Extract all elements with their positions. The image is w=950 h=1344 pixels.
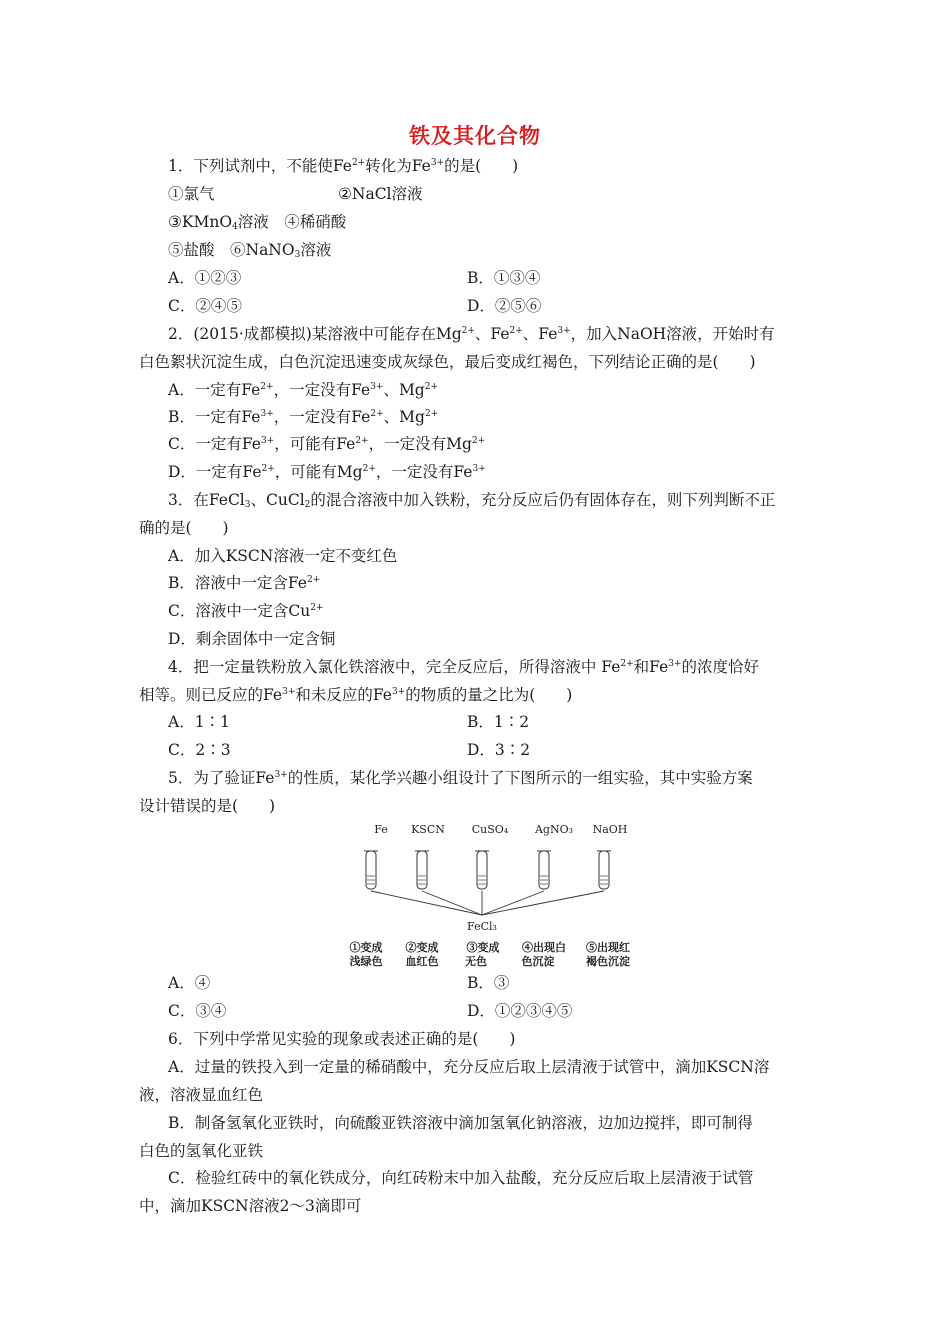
test-tube-2 [411,823,445,889]
result-1-bottom: 浅绿色 [349,955,383,968]
result-5-bottom: 褐色沉淀 [586,955,630,968]
reagent-label-fe: Fe [374,823,388,836]
q2-option-a: A．一定有$Fe^{2+}$，一定没有$Fe^{3+}$、$Mg^{2+}$ [168,381,439,399]
q5-option-b: B．③ [467,974,510,992]
q4-stem-line2: 相等。则已反应的$Fe^{3+}$和未反应的$Fe^{3+}$的物质的量之比为( ) [139,686,573,704]
result-4-bottom: 色沉淀 [521,955,555,968]
result-2-top: ②变成 [405,941,439,954]
q1-option-a: A．①②③ [168,269,242,287]
q6-option-c-line2: 中，滴加KSCN溶液2～3滴即可 [139,1197,362,1215]
q2-option-d: D．一定有$Fe^{2+}$，可能有$Mg^{2+}$，一定没有$Fe^{3+}$ [168,463,486,481]
q3-option-b: B．溶液中一定含$Fe^{2+}$ [168,574,321,592]
q3-option-a: A．加入KSCN溶液一定不变红色 [168,547,398,565]
q1-stem: 1．下列试剂中，不能使$Fe^{2+}$转化为$Fe^{3+}$的是( ) [168,157,519,175]
q6-option-b-line2: 白色的氢氧化亚铁 [139,1142,264,1160]
q1-reagent-1: ①氯气 [168,185,215,203]
reagent-label-cuso4: CuSO₄ [471,823,509,836]
experiment-diagram [340,818,640,970]
q6-option-c-line1: C．检验红砖中的氧化铁成分，向红砖粉末中加入盐酸，充分反应后取上层清液于试管 [168,1169,754,1187]
q4-option-d: D．3∶2 [467,741,531,759]
q2-stem-line2: 白色絮状沉淀生成，白色沉淀迅速变成灰绿色，最后变成红褐色，下列结论正确的是( ) [139,353,756,371]
q5-stem-line2: 设计错误的是( ) [139,797,276,815]
q4-option-c: C．2∶3 [168,741,231,759]
q1-reagent-2: ②NaCl溶液 [338,185,423,203]
q2-stem-line1: 2．(2015·成都模拟)某溶液中可能存在$Mg^{2+}$、$Fe^{2+}$、$Fe^{3+}$，加入NaOH溶液，开始时有 [168,325,775,343]
result-3-bottom: 无色 [465,955,487,968]
q1-reagent-3-4: ③KMnO$_4$溶液 ④稀硝酸 [168,213,347,232]
result-5-top: ⑤出现红 [586,941,630,954]
q6-option-a-line1: A．过量的铁投入到一定量的稀硝酸中，充分反应后取上层清液于试管中，滴加KSCN溶 [168,1058,770,1076]
q3-option-d: D．剩余固体中一定含铜 [168,630,336,648]
q5-option-a: A．④ [168,974,211,992]
q3-option-c: C．溶液中一定含$Cu^{2+}$ [168,602,324,620]
reagent-label-agno3: AgNO₃ [534,823,574,836]
q4-option-a: A．1∶1 [168,713,230,731]
center-label-fecl3: FeCl₃ [467,920,497,933]
q6-stem: 6．下列中学常见实验的现象或表述正确的是( ) [168,1030,516,1048]
result-1-top: ①变成 [349,941,383,954]
q3-stem-line2: 确的是( ) [139,519,229,537]
reagent-label-naoh: NaOH [592,823,628,836]
q1-reagent-5-6: ⑤盐酸 ⑥NaNO$_3$溶液 [168,241,332,260]
result-3-top: ③变成 [466,941,500,954]
q5-option-c: C．③④ [168,1002,227,1020]
q1-option-c: C．②④⑤ [168,297,242,315]
q3-stem-line1: 3．在FeCl$_3$、CuCl$_2$的混合溶液中加入铁粉，充分反应后仍有固体存在，则下列判断不正 [168,491,776,510]
reagent-label-kscn: KSCN [411,823,445,836]
q5-option-d: D．①②③④⑤ [467,1002,573,1020]
q5-stem-line1: 5．为了验证$Fe^{3+}$的性质，某化学兴趣小组设计了下图所示的一组实验，其中实验方案 [168,769,753,787]
q4-option-b: B．1∶2 [467,713,530,731]
q1-option-d: D．②⑤⑥ [467,297,542,315]
result-4-top: ④出现白 [522,941,566,954]
q2-option-b: B．一定有$Fe^{3+}$，一定没有$Fe^{2+}$、$Mg^{2+}$ [168,408,439,426]
result-labels [350,940,631,968]
test-tube-1 [364,823,388,889]
test-tube-3 [472,823,509,889]
q4-stem-line1: 4．把一定量铁粉放入氯化铁溶液中，完全反应后，所得溶液中 $Fe^{2+}$和$Fe^{3+}$的浓度恰好 [168,658,760,676]
page-title: 铁及其化合物 [409,124,541,148]
q6-option-b-line1: B．制备氢氧化亚铁时，向硫酸亚铁溶液中滴加氢氧化钠溶液，边加边搅拌，即可制得 [168,1114,753,1132]
result-2-bottom: 血红色 [405,955,439,968]
q1-option-b: B．①③④ [467,269,541,287]
q6-option-a-line2: 液，溶液显血红色 [139,1086,264,1104]
test-tube-4 [534,823,573,889]
q2-option-c: C．一定有$Fe^{3+}$，可能有$Fe^{2+}$，一定没有$Mg^{2+}$ [168,435,486,453]
connector-lines [371,891,604,915]
test-tube-5 [593,823,628,889]
